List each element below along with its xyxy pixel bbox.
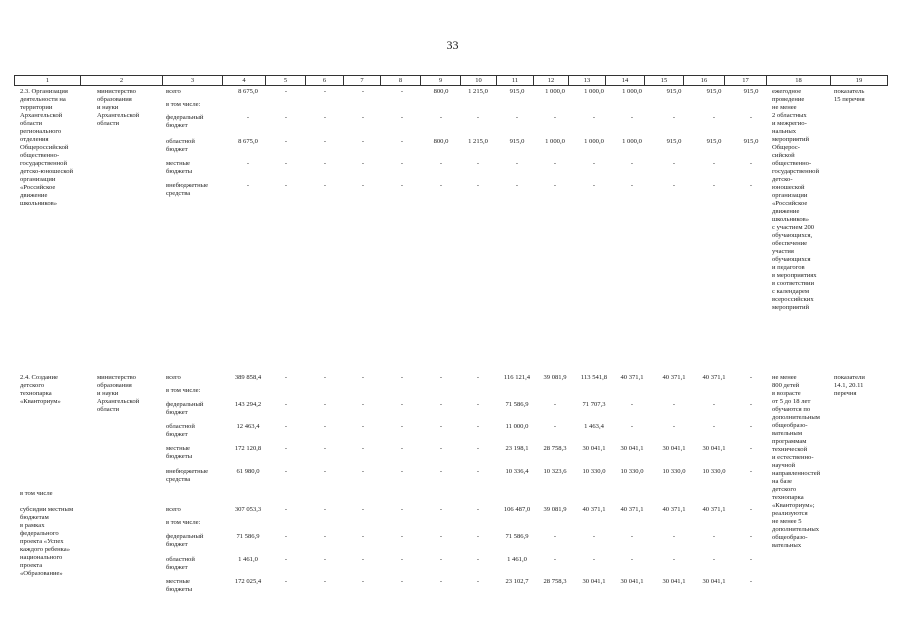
sec23-value-cell: -: [553, 182, 557, 189]
row-2-3-indicator: показатель 15 перечня: [834, 88, 865, 103]
sec23-funding-source-label: областной бюджет: [166, 138, 195, 153]
sec24-value-cell: -: [476, 468, 480, 475]
header-col-15: 15: [644, 76, 683, 85]
sec24-value-cell: -: [712, 401, 716, 408]
sec24-value-cell: -: [361, 468, 365, 475]
sub-value-cell: -: [400, 533, 404, 540]
header-col-14: 14: [605, 76, 644, 85]
sec24-value-cell: 30 041,1: [702, 445, 726, 452]
header-col-8: 8: [380, 76, 420, 85]
sub-value-cell: 40 371,1: [662, 506, 686, 513]
sec24-value-cell: 10 330,0: [662, 468, 686, 475]
sec23-funding-source-label: внебюджетные средства: [166, 182, 209, 197]
sec23-value-cell: 915,0: [743, 88, 759, 95]
sub-value-cell: -: [361, 506, 365, 513]
sec24-value-cell: -: [361, 423, 365, 430]
header-col-2: 2: [80, 76, 162, 85]
sub-value-cell: 172 025,4: [234, 578, 262, 585]
sub-value-cell: -: [361, 533, 365, 540]
sec24-value-cell: 23 198,1: [505, 445, 529, 452]
sec24-value-cell: -: [439, 445, 443, 452]
sec24-funding-source-label: внебюджетные средства: [166, 468, 209, 483]
sub-value-cell: -: [749, 578, 753, 585]
sub-value-cell: -: [400, 506, 404, 513]
sec24-value-cell: -: [476, 374, 480, 381]
sec23-value-cell: 915,0: [706, 88, 722, 95]
sec23-value-cell: -: [592, 160, 596, 167]
sec23-value-cell: -: [361, 182, 365, 189]
sec24-value-cell: -: [439, 401, 443, 408]
sec24-value-cell: -: [361, 401, 365, 408]
sec24-value-cell: -: [749, 423, 753, 430]
sub-value-cell: -: [592, 533, 596, 540]
sub-value-cell: 1 461,0: [507, 556, 527, 563]
sub-value-cell: 39 081,9: [543, 506, 567, 513]
sub-value-cell: -: [361, 556, 365, 563]
sub-value-cell: 40 371,1: [620, 506, 644, 513]
sec24-value-cell: 28 758,3: [543, 445, 567, 452]
sec24-value-cell: -: [323, 468, 327, 475]
sub-value-cell: -: [361, 578, 365, 585]
sec23-value-cell: -: [323, 114, 327, 121]
header-col-11: 11: [496, 76, 533, 85]
sec24-value-cell: -: [323, 374, 327, 381]
sub-value-cell: -: [400, 556, 404, 563]
sec24-value-cell: -: [439, 468, 443, 475]
sec23-value-cell: -: [439, 160, 443, 167]
sec24-value-cell: -: [439, 374, 443, 381]
sec23-value-cell: -: [749, 114, 753, 121]
sec23-value-cell: -: [712, 182, 716, 189]
header-col-6: 6: [305, 76, 343, 85]
sub-value-cell: -: [476, 578, 480, 585]
sub-value-cell: -: [476, 533, 480, 540]
sec24-value-cell: -: [672, 423, 676, 430]
sub-value-cell: -: [400, 578, 404, 585]
header-col-13: 13: [568, 76, 605, 85]
sec24-funding-source-label: всего: [166, 374, 181, 381]
sec23-value-cell: -: [323, 88, 327, 95]
sec23-value-cell: -: [630, 160, 634, 167]
sub-funding-source-label: местные бюджеты: [166, 578, 193, 593]
sec23-funding-source-label: федеральный бюджет: [166, 114, 204, 129]
sub-value-cell: -: [553, 556, 557, 563]
sec23-value-cell: -: [323, 182, 327, 189]
sec24-value-cell: 10 330,0: [702, 468, 726, 475]
sub-value-cell: -: [592, 556, 596, 563]
page-number: 33: [446, 38, 459, 52]
sec24-value-cell: 10 330,0: [582, 468, 606, 475]
sec24-value-cell: 40 371,1: [662, 374, 686, 381]
row-2-4-title: 2.4. Создание детского технопарка «Кванториум»: [20, 374, 61, 405]
sec23-value-cell: -: [439, 182, 443, 189]
header-col-9: 9: [420, 76, 460, 85]
sec23-value-cell: 1 215,0: [468, 88, 488, 95]
sec23-value-cell: 915,0: [706, 138, 722, 145]
sub-value-cell: -: [284, 578, 288, 585]
header-col-10: 10: [460, 76, 496, 85]
sec24-value-cell: 61 980,0: [236, 468, 260, 475]
sec23-value-cell: -: [323, 138, 327, 145]
sub-value-cell: -: [749, 506, 753, 513]
sec24-value-cell: 143 294,2: [234, 401, 262, 408]
sec24-value-cell: -: [476, 423, 480, 430]
sec23-value-cell: -: [630, 114, 634, 121]
sub-value-cell: 30 041,1: [662, 578, 686, 585]
header-col-18: 18: [766, 76, 830, 85]
sec23-value-cell: 1 000,0: [622, 138, 642, 145]
sec23-value-cell: -: [400, 160, 404, 167]
sec23-value-cell: -: [284, 160, 288, 167]
header-col-5: 5: [265, 76, 305, 85]
sec23-value-cell: -: [400, 88, 404, 95]
sec24-value-cell: -: [400, 423, 404, 430]
sec24-funding-source-label: федеральный бюджет: [166, 401, 204, 416]
sec24-value-cell: -: [400, 445, 404, 452]
sub-value-cell: -: [630, 556, 634, 563]
sec23-funding-source-label: местные бюджеты: [166, 160, 193, 175]
sec23-value-cell: 1 000,0: [584, 138, 604, 145]
sec23-value-cell: -: [439, 114, 443, 121]
sub-value-cell: 30 041,1: [582, 578, 606, 585]
sec24-value-cell: -: [323, 445, 327, 452]
sec24-value-cell: -: [749, 401, 753, 408]
sec23-value-cell: 800,0: [433, 88, 449, 95]
sub-value-cell: -: [439, 578, 443, 585]
sec24-value-cell: -: [749, 445, 753, 452]
sec24-value-cell: -: [476, 445, 480, 452]
sub-funding-source-label: федеральный бюджет: [166, 533, 204, 548]
sec24-value-cell: 10 323,6: [543, 468, 567, 475]
sec24-value-cell: 10 336,4: [505, 468, 529, 475]
sec24-value-cell: -: [361, 374, 365, 381]
sec24-value-cell: 30 041,1: [582, 445, 606, 452]
sec23-value-cell: -: [400, 114, 404, 121]
sec24-funding-source-label: в том числе:: [166, 387, 201, 394]
sec23-value-cell: -: [515, 160, 519, 167]
header-col-16: 16: [683, 76, 724, 85]
sub-funding-source-label: в том числе:: [166, 519, 201, 526]
sec24-value-cell: -: [672, 401, 676, 408]
sec23-value-cell: -: [592, 182, 596, 189]
sec23-value-cell: -: [592, 114, 596, 121]
sec23-funding-source-label: всего: [166, 88, 181, 95]
sec24-value-cell: -: [630, 423, 634, 430]
sec24-value-cell: 71 586,9: [505, 401, 529, 408]
sub-value-cell: 71 586,9: [236, 533, 260, 540]
sec24-value-cell: -: [476, 401, 480, 408]
header-col-7: 7: [343, 76, 380, 85]
sub-value-cell: -: [749, 533, 753, 540]
sec23-value-cell: 915,0: [743, 138, 759, 145]
sec24-value-cell: -: [749, 374, 753, 381]
sec23-value-cell: -: [672, 160, 676, 167]
sec23-value-cell: 915,0: [509, 138, 525, 145]
sec24-value-cell: 1 463,4: [584, 423, 604, 430]
header-col-1: 1: [14, 76, 80, 85]
sec23-value-cell: 1 000,0: [545, 88, 565, 95]
sec23-value-cell: -: [672, 114, 676, 121]
sub-value-cell: -: [439, 533, 443, 540]
sec23-value-cell: -: [246, 160, 250, 167]
sub-funding-source-label: всего: [166, 506, 181, 513]
sec24-value-cell: -: [323, 401, 327, 408]
sub-value-cell: -: [284, 533, 288, 540]
row-2-4-result: не менее 800 детей в возрасте от 5 до 18 лет обучаются по дополнительным общеобразо- вательным программам технической и естественно- научной направленностей на базе детского технопарка «Кванториум»; реализуются не менее 5 дополнительных общеобразо- вательных: [772, 374, 821, 549]
sec23-value-cell: -: [246, 182, 250, 189]
sec24-value-cell: 39 081,9: [543, 374, 567, 381]
sec23-value-cell: -: [672, 182, 676, 189]
sec23-value-cell: -: [284, 88, 288, 95]
sub-value-cell: 23 102,7: [505, 578, 529, 585]
sub-value-cell: -: [712, 533, 716, 540]
header-col-19: 19: [830, 76, 888, 85]
sec24-value-cell: -: [400, 374, 404, 381]
sub-funding-source-label: областной бюджет: [166, 556, 195, 571]
sec23-value-cell: -: [284, 138, 288, 145]
sec24-value-cell: -: [712, 423, 716, 430]
subsidy-title: субсидии местным бюджетам в рамках федерального проекта «Успех каждого ребенка» национального проекта «Образование»: [20, 506, 74, 577]
sec23-value-cell: -: [361, 88, 365, 95]
sec23-value-cell: 1 000,0: [584, 88, 604, 95]
sec24-value-cell: -: [284, 374, 288, 381]
sub-value-cell: 30 041,1: [620, 578, 644, 585]
sec23-value-cell: -: [476, 160, 480, 167]
sec23-value-cell: -: [749, 160, 753, 167]
sec24-value-cell: -: [361, 445, 365, 452]
sec24-value-cell: 10 330,0: [620, 468, 644, 475]
header-col-4: 4: [222, 76, 265, 85]
sec23-value-cell: -: [476, 114, 480, 121]
sub-value-cell: -: [323, 533, 327, 540]
sec23-value-cell: -: [553, 114, 557, 121]
sub-value-cell: -: [284, 556, 288, 563]
sec23-value-cell: -: [515, 114, 519, 121]
sec24-value-cell: 71 707,3: [582, 401, 606, 408]
sec23-value-cell: -: [400, 138, 404, 145]
sec23-value-cell: -: [361, 138, 365, 145]
sec24-value-cell: -: [439, 423, 443, 430]
sub-value-cell: -: [439, 506, 443, 513]
sec23-value-cell: 915,0: [509, 88, 525, 95]
sub-value-cell: -: [630, 533, 634, 540]
sec24-value-cell: -: [284, 445, 288, 452]
sub-value-cell: 1 461,0: [238, 556, 258, 563]
sec24-value-cell: -: [553, 401, 557, 408]
sec23-value-cell: -: [712, 114, 716, 121]
sub-value-cell: -: [672, 556, 676, 563]
sec23-value-cell: -: [515, 182, 519, 189]
row-2-4-indicator: показатели 14.1, 20.11 перечня: [834, 374, 865, 397]
sec23-value-cell: -: [630, 182, 634, 189]
sub-value-cell: -: [323, 556, 327, 563]
sec23-value-cell: -: [749, 182, 753, 189]
sub-value-cell: -: [284, 506, 288, 513]
sec23-value-cell: -: [553, 160, 557, 167]
sub-value-cell: 307 053,3: [234, 506, 262, 513]
sub-value-cell: -: [749, 556, 753, 563]
sec24-value-cell: -: [284, 423, 288, 430]
table-header-row: [14, 75, 888, 86]
sec24-value-cell: 30 041,1: [620, 445, 644, 452]
sub-value-cell: 40 371,1: [702, 506, 726, 513]
sec23-value-cell: 8 675,0: [238, 138, 258, 145]
sec24-value-cell: 116 121,4: [503, 374, 531, 381]
sec24-value-cell: 30 041,1: [662, 445, 686, 452]
sec23-value-cell: -: [323, 160, 327, 167]
sec24-value-cell: -: [749, 468, 753, 475]
sec24-value-cell: 389 858,4: [234, 374, 262, 381]
sec23-value-cell: -: [476, 182, 480, 189]
sec23-value-cell: 1 215,0: [468, 138, 488, 145]
sub-value-cell: 71 586,9: [505, 533, 529, 540]
row-2-3-result: ежегодное проведение не менее 2 областных и межрегио- нальных мероприятий Общерос- сийской общественно- государственной детско- юношеской организации «Российское движение школьников» с участием 200 обучающихся, обеспечение участия обучающихся и педагогов в мероприятиях в соответствии с календарем всероссийских мероприятий: [772, 88, 819, 311]
sub-value-cell: 30 041,1: [702, 578, 726, 585]
sec23-value-cell: -: [400, 182, 404, 189]
sec23-value-cell: 8 675,0: [238, 88, 258, 95]
row-2-4-executor: министерство образования и науки Архангельской области: [97, 374, 140, 413]
sub-value-cell: -: [323, 578, 327, 585]
sec24-value-cell: 40 371,1: [620, 374, 644, 381]
sec24-funding-source-label: местные бюджеты: [166, 445, 193, 460]
sec23-value-cell: -: [246, 114, 250, 121]
sub-value-cell: -: [476, 556, 480, 563]
sec23-value-cell: -: [361, 114, 365, 121]
sec24-value-cell: 172 120,8: [234, 445, 262, 452]
sec24-value-cell: -: [400, 401, 404, 408]
sub-value-cell: -: [323, 506, 327, 513]
sec24-value-cell: -: [553, 423, 557, 430]
sub-value-cell: -: [476, 506, 480, 513]
sec23-value-cell: 915,0: [666, 138, 682, 145]
sec23-value-cell: -: [712, 160, 716, 167]
sec24-value-cell: 113 541,8: [580, 374, 608, 381]
sec23-value-cell: -: [284, 114, 288, 121]
sub-value-cell: 40 371,1: [582, 506, 606, 513]
sec24-value-cell: 12 463,4: [236, 423, 260, 430]
sub-value-cell: 28 758,3: [543, 578, 567, 585]
row-2-3-executor: министерство образования и науки Архангельской области: [97, 88, 140, 127]
row-2-3-title: 2.3. Организация деятельности на территории Архангельской области регионального отделения Общероссийской общественно- государственной детско-юношеской организации «Российское движение школьников»: [20, 88, 74, 207]
sub-value-cell: 106 487,0: [503, 506, 531, 513]
including-label: в том числе: [20, 490, 53, 497]
sec24-value-cell: -: [400, 468, 404, 475]
sec24-value-cell: -: [284, 468, 288, 475]
header-col-17: 17: [724, 76, 766, 85]
sec24-value-cell: -: [284, 401, 288, 408]
sec24-value-cell: -: [630, 401, 634, 408]
sec24-value-cell: -: [323, 423, 327, 430]
header-col-3: 3: [162, 76, 222, 85]
sec23-value-cell: -: [284, 182, 288, 189]
sec23-funding-source-label: в том числе:: [166, 101, 201, 108]
sec23-value-cell: 800,0: [433, 138, 449, 145]
sec24-value-cell: 11 000,0: [505, 423, 529, 430]
sub-value-cell: -: [553, 533, 557, 540]
sub-value-cell: -: [712, 556, 716, 563]
sub-value-cell: -: [439, 556, 443, 563]
sec23-value-cell: 915,0: [666, 88, 682, 95]
header-col-12: 12: [533, 76, 568, 85]
sec23-value-cell: 1 000,0: [545, 138, 565, 145]
sec23-value-cell: 1 000,0: [622, 88, 642, 95]
sec24-funding-source-label: областной бюджет: [166, 423, 195, 438]
sec24-value-cell: 40 371,1: [702, 374, 726, 381]
sec23-value-cell: -: [361, 160, 365, 167]
sub-value-cell: -: [672, 533, 676, 540]
